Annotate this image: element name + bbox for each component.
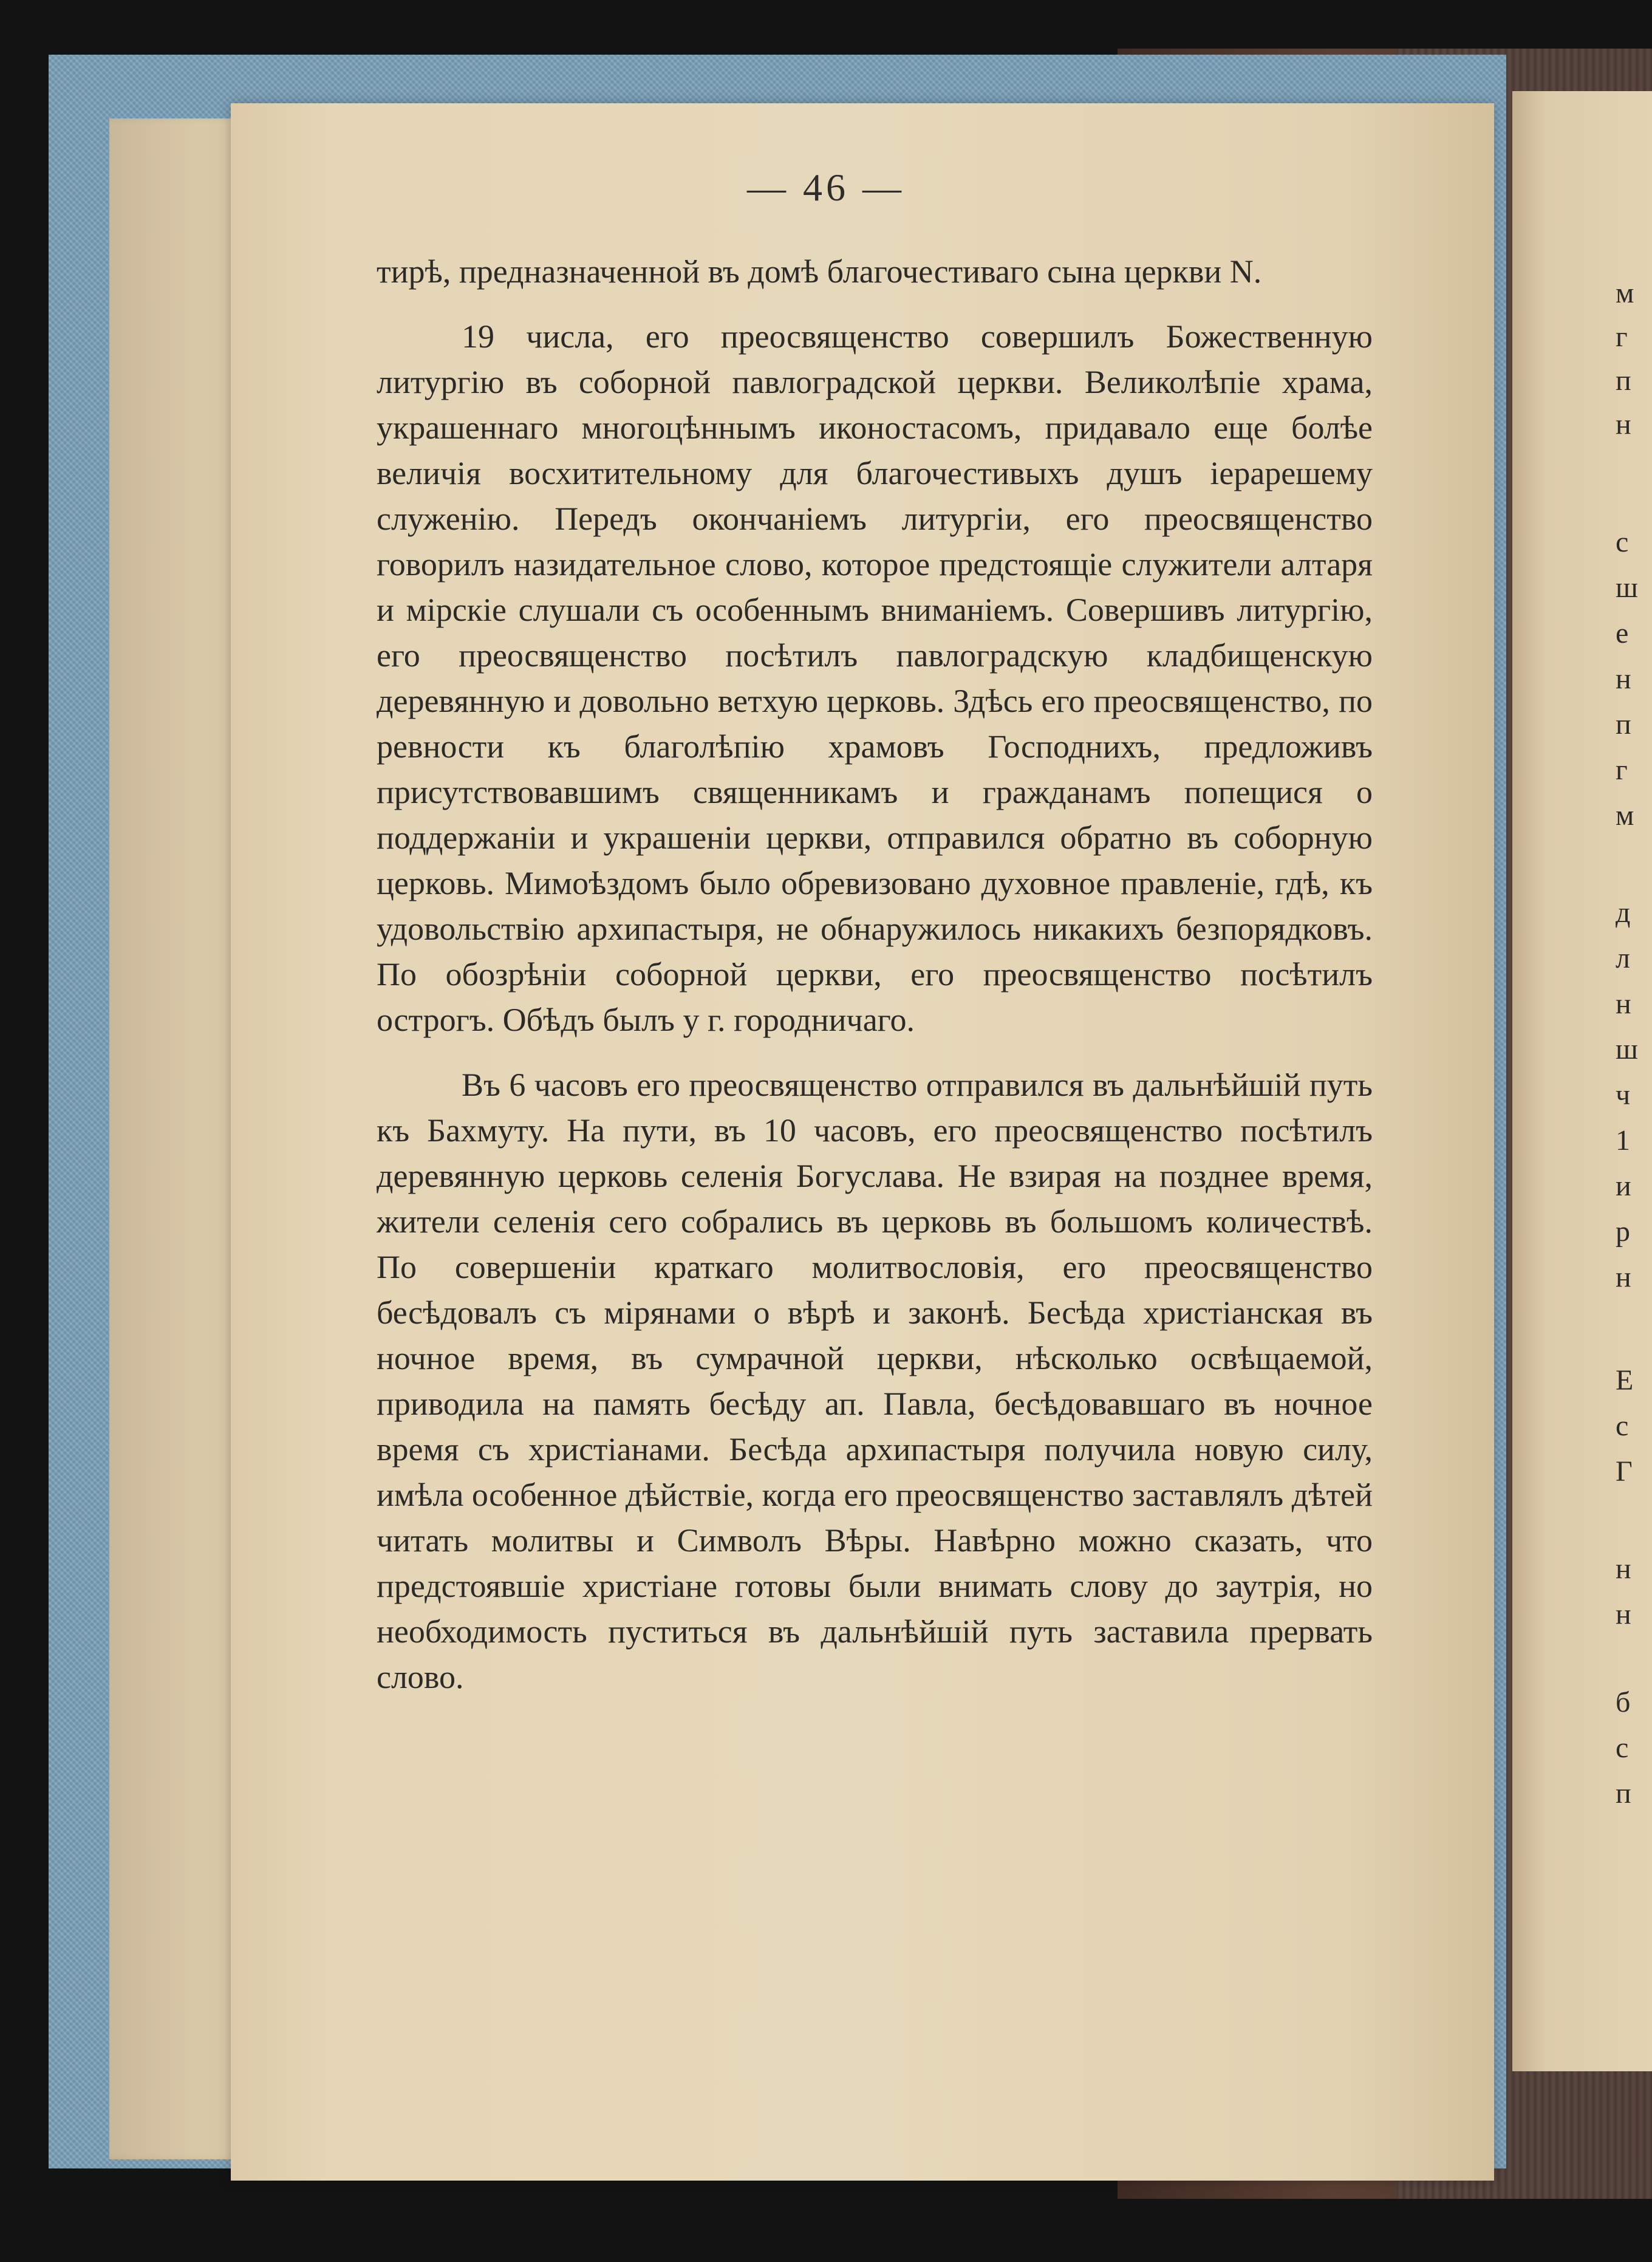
right-letter: ч	[1616, 1079, 1631, 1111]
right-letter: и	[1616, 1170, 1631, 1202]
right-letter: л	[1616, 942, 1630, 974]
right-letter: н	[1616, 408, 1631, 440]
right-letter: н	[1616, 1553, 1631, 1585]
paragraph: 19 числа, его преосвященство совершилъ Божественную литургію въ соборной павлоградской церкви. Великолѣпіе храма, украшеннаго многоцѣннымъ иконостасомъ, придавало еще болѣе величія восхитительному для благочестивыхъ душъ іерарешему служенію. Передъ окончаніемъ литургіи, его преосвященство говорилъ назидательное слово, которое предстоящіе служители алтаря и мірскіе слушали съ особеннымъ вниманіемъ. Совершивъ литургію, его преосвященство посѣтилъ павлоградскую кладбищенскую деревянную и довольно ветхую церковь. Здѣсь его преосвященство, по ревности къ благолѣпію храмовъ Господнихъ, предложивъ присутствовавшимъ священникамъ и гражданамъ попещися о поддержаніи и украшеніи церкви, отправился обратно въ соборную церковь. Мимоѣздомъ было обревизовано духовное правленіе, гдѣ, къ удовольствію архипастыря, не обнаружилось никакихъ безпорядковъ. По обозрѣніи соборной церкви, его преосвященство посѣтилъ острогъ. Обѣдъ былъ у г. городничаго.	[377, 318, 1373, 1038]
right-letter: п	[1616, 1777, 1631, 1809]
right-letter: г	[1616, 754, 1628, 786]
right-letter: н	[1616, 663, 1631, 695]
right-letter: г	[1616, 321, 1628, 353]
right-letter: д	[1616, 897, 1631, 929]
right-letter: с	[1616, 1732, 1629, 1764]
right-letter: н	[1616, 1261, 1631, 1293]
right-letter: с	[1616, 526, 1629, 558]
right-letter: ш	[1616, 1033, 1638, 1065]
paragraph: тирѣ, предназначенной въ домѣ благочестиваго сына церкви N.	[377, 253, 1262, 290]
right-letter: б	[1616, 1686, 1631, 1718]
right-letter: ш	[1616, 572, 1638, 604]
right-letter: 1	[1616, 1124, 1630, 1157]
right-letter: с	[1616, 1410, 1629, 1442]
right-letter: п	[1616, 364, 1631, 397]
right-letter: м	[1616, 277, 1634, 309]
right-letter: н	[1616, 988, 1631, 1020]
right-letter: п	[1616, 708, 1631, 740]
right-letter: н	[1616, 1598, 1631, 1630]
right-letter: Е	[1616, 1364, 1634, 1396]
right-letter: р	[1616, 1215, 1630, 1248]
page-body-text	[377, 249, 1373, 1720]
paragraph: Въ 6 часовъ его преосвященство отправился въ дальнѣйшій путь къ Бахмуту. На пути, въ 10 часовъ, его преосвященство посѣтилъ деревянную церковь селенія Богуслава. Не взирая на позднее время, жители селенія сего собрались въ церковь въ большомъ количествѣ. По совершеніи краткаго молитвословія, его преосвященство бесѣдовалъ съ мірянами о вѣрѣ и законѣ. Бесѣда христіанская въ ночное время, въ сумрачной церкви, нѣсколько освѣщаемой, приводила на память бесѣду ап. Павла, бесѣдовавшаго въ ночное время съ христіанами. Бесѣда архипастыря получила новую силу, имѣла особенное дѣйствіе, когда его преосвященство заставлялъ дѣтей читать молитвы и Символъ Вѣры. Навѣрно можно сказать, что предстоявшіе христіане готовы были внимать слову до заутрія, но необходимость пуститься въ дальнѣйшій путь заставила прервать слово.	[377, 1067, 1373, 1695]
right-letter: Г	[1616, 1455, 1633, 1488]
page-number: — 46 —	[747, 166, 905, 209]
right-letter: е	[1616, 617, 1629, 649]
right-letter: м	[1616, 799, 1634, 832]
